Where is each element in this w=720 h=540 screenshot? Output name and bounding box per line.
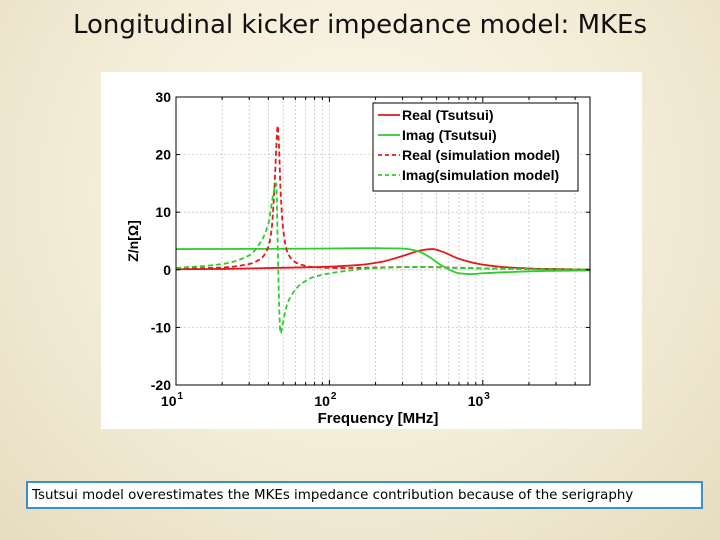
note-box: [26, 481, 703, 509]
y-tick-label: -20: [150, 377, 171, 393]
legend-label: Real (Tsutsui): [402, 107, 494, 123]
x-tick-exponent: 2: [330, 391, 337, 402]
x-tick-label: $10^1$: [160, 391, 184, 409]
x-axis-label: Frequency [MHz]: [317, 410, 439, 427]
chart-legend: [373, 103, 578, 191]
impedance-chart: [101, 72, 642, 429]
legend-label: Real (simulation model): [402, 147, 560, 163]
y-tick-label: 10: [155, 204, 171, 221]
y-tick-label: 0: [163, 261, 171, 278]
x-tick-exponent: 1: [177, 391, 184, 402]
series-line-4: [176, 183, 590, 333]
legend-label: Imag (Tsutsui): [402, 127, 497, 143]
legend-label: Imag(simulation model): [402, 167, 560, 183]
note-text: Tsutsui model overestimates the MKEs impedance contribution because of the serigraphy: [32, 487, 634, 503]
x-tick-exponent: 3: [484, 391, 490, 402]
y-axis-label: Z/n[Ω]: [125, 220, 141, 262]
series-line-1: [176, 249, 590, 269]
x-tick-label: $10^3$: [467, 391, 490, 409]
slide-title: Longitudinal kicker impedance model: MKEs: [72, 10, 648, 40]
y-tick-label: 30: [155, 89, 171, 105]
y-tick-label: 20: [155, 146, 171, 163]
x-tick-label: $10^2$: [314, 391, 337, 409]
y-tick-label: -10: [150, 319, 171, 336]
chart-svg: [101, 72, 642, 429]
